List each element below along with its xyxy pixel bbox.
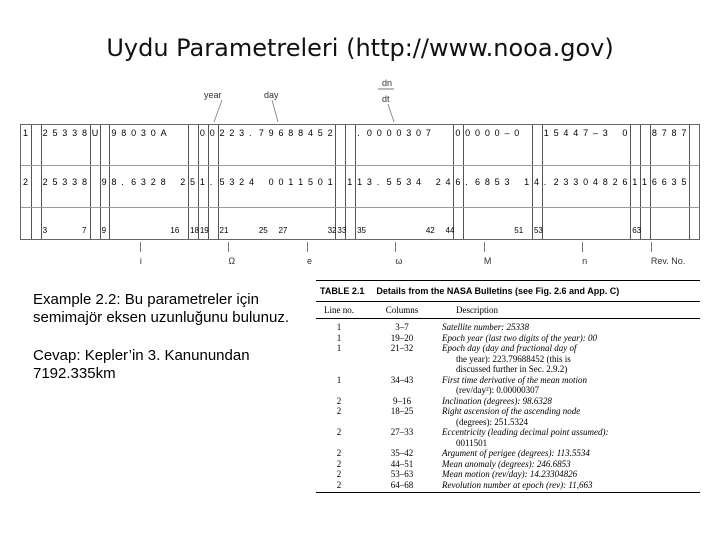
dt-annotation: dt	[382, 94, 390, 104]
grid-separator	[630, 125, 631, 239]
table-row	[316, 427, 700, 448]
row-description-continuation: 0011501	[456, 437, 488, 448]
grid-separator	[689, 125, 690, 239]
tle-line1-char: 7	[583, 128, 589, 138]
tle-line1-char: 6	[278, 128, 284, 138]
tle-line2-char: 4	[445, 177, 451, 187]
table-body	[316, 319, 700, 490]
row-description-text: Right ascension of the ascending node	[442, 406, 581, 416]
grid-rule	[21, 207, 699, 208]
table-row	[316, 396, 700, 407]
table-row	[316, 448, 700, 459]
tle-line2-char: .	[121, 177, 124, 187]
tle-line2-char: 4	[249, 177, 255, 187]
tle-line1-char: –	[592, 128, 598, 138]
tle-line2-char: 1	[199, 177, 205, 187]
row-description-text: Argument of perigee (degrees): 113.5534	[442, 448, 590, 458]
grid-separator	[355, 125, 356, 239]
row-description	[442, 343, 700, 375]
tle-line1-char: 0	[494, 128, 500, 138]
tle-line2-char: 3	[406, 177, 412, 187]
grid-separator	[208, 125, 209, 239]
tle-line2-char: 1	[298, 177, 304, 187]
row-description-continuation: the year): 223.79688452 (this is discussed further in Sec. 2.9.2)	[456, 353, 571, 374]
tle-line2-char: 5	[52, 177, 58, 187]
tle-line1-char: 0	[396, 128, 402, 138]
orbital-element-label: e	[306, 256, 312, 266]
tle-line1-char: .	[249, 128, 252, 138]
year-annotation: year	[204, 90, 222, 100]
tle-line1-char: 2	[219, 128, 225, 138]
label-tick	[651, 242, 652, 252]
tle-line1-char: .	[357, 128, 360, 138]
tle-line2-char: 3	[62, 177, 68, 187]
row-columns: 34–43	[390, 374, 414, 385]
tle-line2-char: 1	[288, 177, 294, 187]
tle-line2-char: 5	[190, 177, 196, 187]
row-description	[442, 480, 700, 491]
label-tick	[307, 242, 308, 252]
grid-separator	[109, 125, 110, 239]
example-question: Example 2.2: Bu parametreler için semimajör eksen uzunluğunu bulunuz.	[33, 291, 289, 326]
tle-line1-char: 7	[661, 128, 667, 138]
tle-line2-char: 6	[475, 177, 481, 187]
row-line-no: 2	[336, 406, 342, 416]
label-tick	[395, 242, 396, 252]
row-description	[442, 448, 700, 459]
tle-line1-char: 0	[475, 128, 481, 138]
row-description	[442, 375, 700, 396]
grid-separator	[90, 125, 91, 239]
row-description	[442, 333, 700, 344]
table-row	[316, 333, 700, 344]
tle-line1-char: 9	[268, 128, 274, 138]
row-line-no: 2	[336, 469, 342, 479]
row-line-no: 2	[336, 395, 342, 406]
tle-column-number: 9	[101, 226, 107, 235]
table-footer-rule	[316, 492, 700, 493]
tle-line2-char: 3	[504, 177, 510, 187]
tle-line2-char: 2	[612, 177, 618, 187]
row-description-text: Revolution number at epoch (rev): 11,663	[442, 479, 593, 490]
tle-line2-char: 4	[533, 177, 539, 187]
tle-line1-char: 4	[573, 128, 579, 138]
tle-line2-char: 3	[229, 177, 235, 187]
grid-rule	[21, 165, 699, 166]
tle-column-number: 33	[337, 226, 347, 235]
row-description-continuation: (degrees): 251.5324	[456, 416, 528, 427]
dn-annotation: dn	[382, 78, 393, 88]
tle-line2-char: 4	[416, 177, 422, 187]
tle-line2-char: 5	[494, 177, 500, 187]
orbital-element-label: n	[582, 256, 588, 266]
tle-line2-char: 0	[268, 177, 274, 187]
tle-line1-char: 3	[602, 128, 608, 138]
tle-column-number: 27	[278, 226, 288, 235]
tle-line1-char: 9	[111, 128, 117, 138]
tle-line2-char: 3	[573, 177, 579, 187]
row-description-text: First time derivative of the mean motion	[442, 374, 587, 385]
tle-line2-char: 2	[180, 177, 186, 187]
tle-line1-char: 1	[543, 128, 549, 138]
orbital-element-label: M	[483, 256, 492, 266]
tle-line2-char: 1	[524, 177, 530, 187]
tle-line2-char: 6	[131, 177, 137, 187]
tle-line2-char: 1	[632, 177, 638, 187]
tle-line1-char: 4	[563, 128, 569, 138]
row-description-text: Mean motion (rev/day): 14.23304826	[442, 469, 578, 479]
tle-line1-char: 2	[42, 128, 48, 138]
tle-line1-char: A	[160, 128, 167, 138]
tle-line1-char: 8	[288, 128, 294, 138]
tle-line2-char: 3	[563, 177, 569, 187]
tle-line2-char: .	[543, 177, 547, 187]
row-columns: 9–16	[393, 395, 411, 406]
tle-line2-char: 5	[386, 177, 392, 187]
grid-separator	[532, 125, 533, 239]
tle-column-number: 25	[258, 226, 268, 235]
grid-separator	[198, 125, 199, 239]
row-description-text: Epoch day (day and fractional day of	[442, 343, 577, 353]
tle-line1-char: 0	[209, 128, 215, 138]
row-line-no: 1	[336, 343, 342, 353]
tle-line2-char: 2	[553, 177, 559, 187]
example-text	[33, 291, 305, 403]
grid-separator	[41, 125, 42, 239]
orbital-element-label: ω	[395, 256, 403, 266]
grid-separator	[463, 125, 464, 239]
table-row	[316, 406, 700, 427]
tle-line1-char: 0	[376, 128, 382, 138]
table-column-headers	[316, 302, 700, 319]
tle-line2-char: 3	[140, 177, 146, 187]
row-description	[442, 406, 700, 427]
tle-line1-char: 5	[553, 128, 559, 138]
orbital-element-label: Rev. No.	[650, 256, 686, 266]
tle-line2-char: .	[209, 177, 213, 187]
tle-line1-char: –	[504, 128, 510, 138]
tle-line1-char: 3	[406, 128, 412, 138]
row-columns: 27–33	[390, 427, 414, 437]
tle-line1-char: 0	[514, 128, 520, 138]
tle-line2-char: 2	[23, 177, 29, 187]
grid-separator	[345, 125, 346, 239]
row-description-text: Satellite number: 25338	[442, 322, 529, 332]
table-caption: Details from the NASA Bulletins (see Fig. 2.6 and App. C)	[376, 286, 620, 296]
tle-line2-char: 4	[592, 177, 598, 187]
header-description: Description	[456, 305, 498, 315]
tle-line1-char: 3	[62, 128, 68, 138]
grid-separator	[640, 125, 641, 239]
tle-line1-char: 0	[484, 128, 490, 138]
tle-line1-char: 7	[681, 128, 687, 138]
tle-line1-char: 0	[150, 128, 156, 138]
page-title: Uydu Parametreleri (http://www.nooa.gov)	[106, 34, 614, 62]
tle-column-number: 19	[199, 226, 209, 235]
table-row	[316, 469, 700, 480]
day-annotation: day	[264, 90, 279, 100]
tle-grid	[20, 124, 700, 240]
tle-line2-char: 1	[642, 177, 648, 187]
tle-line1-char: 0	[622, 128, 628, 138]
tle-line1-char: 5	[52, 128, 58, 138]
tle-line2-char: 5	[681, 177, 687, 187]
tle-line2-char: 1	[357, 177, 363, 187]
tle-column-number: 21	[219, 226, 229, 235]
label-tick	[582, 242, 583, 252]
row-line-no: 2	[336, 458, 342, 469]
tle-line2-char: 6	[651, 177, 657, 187]
tle-line1-char: 8	[298, 128, 304, 138]
nasa-bulletin-table	[316, 280, 700, 493]
tle-line2-char: 5	[219, 177, 225, 187]
orbital-element-label: Ω	[228, 256, 236, 266]
row-description	[442, 469, 700, 480]
tle-line1-char: 8	[671, 128, 677, 138]
row-columns: 44–51	[390, 458, 414, 469]
row-line-no: 2	[336, 448, 342, 458]
tle-line1-char: U	[91, 128, 99, 138]
row-columns: 35–42	[390, 448, 414, 458]
row-description-text: Eccentricity (leading decimal point assumed):	[442, 427, 609, 437]
tle-line1-char: 3	[72, 128, 78, 138]
tle-column-number: 16	[170, 226, 180, 235]
tle-column-number: 63	[632, 226, 642, 235]
row-description-continuation: (rev/day²): 0.00000307	[456, 385, 540, 395]
row-columns: 19–20	[390, 332, 414, 343]
tle-line2-char: 3	[671, 177, 677, 187]
tle-line2-char: 5	[396, 177, 402, 187]
table-row	[316, 343, 700, 375]
tle-line2-char: 6	[455, 177, 461, 187]
tle-line1-char: 5	[317, 128, 323, 138]
tle-line1-char: 0	[199, 128, 205, 138]
tle-column-number: 35	[357, 226, 366, 235]
row-line-no: 1	[336, 322, 342, 332]
tle-column-number: 44	[445, 226, 455, 235]
tle-line2-char: 0	[317, 177, 323, 187]
tle-line1-char: 8	[651, 128, 657, 138]
row-columns: 18–25	[390, 406, 414, 416]
row-columns: 53–63	[390, 469, 414, 479]
tle-line2-char: 0	[583, 177, 589, 187]
row-description-text: Epoch year (last two digits of the year): 00	[442, 332, 597, 343]
tle-line2-char: 1	[347, 177, 353, 187]
table-row	[316, 480, 700, 491]
tle-line1-char: 1	[23, 128, 29, 138]
table-number: TABLE 2.1	[320, 286, 365, 296]
tle-line1-char: 2	[327, 128, 333, 138]
row-description-text: Mean anomaly (degrees): 246.6853	[442, 458, 571, 469]
tle-line1-char: 4	[307, 128, 313, 138]
tle-line2-char: 2	[150, 177, 156, 187]
tle-line2-char: 3	[366, 177, 372, 187]
tle-line2-char: 2	[435, 177, 441, 187]
tle-line2-char: .	[465, 177, 468, 187]
tle-line1-char: 0	[455, 128, 461, 138]
tle-line2-char: 2	[239, 177, 245, 187]
tle-line2-char: 8	[160, 177, 166, 187]
example-answer: Cevap: Kepler’in 3. Kanunundan 7192.335km	[33, 347, 250, 382]
tle-column-number: 51	[514, 226, 524, 235]
label-tick	[140, 242, 141, 252]
tle-line1-char: 2	[229, 128, 235, 138]
tle-line2-char: 8	[484, 177, 490, 187]
table-row	[316, 322, 700, 333]
grid-separator	[100, 125, 101, 239]
grid-separator	[31, 125, 32, 239]
row-description-text: Inclination (degrees): 98.6328	[442, 395, 552, 406]
tle-line2-char: 2	[42, 177, 48, 187]
row-line-no: 1	[336, 332, 342, 343]
row-columns: 21–32	[390, 343, 414, 353]
tle-line1-char: 0	[416, 128, 422, 138]
label-tick	[228, 242, 229, 252]
grid-separator	[218, 125, 219, 239]
grid-separator	[335, 125, 336, 239]
table-row	[316, 375, 700, 396]
grid-separator	[650, 125, 651, 239]
tle-line2-char: 8	[111, 177, 117, 187]
tle-line1-char: 3	[239, 128, 245, 138]
table-row	[316, 459, 700, 470]
tle-line1-char: 7	[258, 128, 264, 138]
header-columns: Columns	[385, 305, 419, 315]
table-header	[316, 280, 700, 302]
tle-line1-char: 0	[366, 128, 372, 138]
tle-line1-char: 3	[140, 128, 146, 138]
tle-line2-char: 9	[101, 177, 107, 187]
tle-line2-char: 3	[72, 177, 78, 187]
row-columns: 64–68	[390, 479, 414, 490]
tle-column-number: 3	[42, 226, 48, 235]
tle-column-number: 7	[81, 226, 87, 235]
tle-line2-char: 6	[622, 177, 628, 187]
grid-separator	[453, 125, 454, 239]
tle-column-number: 32	[327, 226, 337, 235]
header-line-no: Line no.	[324, 305, 354, 315]
tle-line2-char: 8	[602, 177, 608, 187]
tle-line2-char: 8	[81, 177, 87, 187]
tle-line2-char: 5	[307, 177, 313, 187]
grid-separator	[188, 125, 189, 239]
tle-line2-char: 1	[327, 177, 333, 187]
grid-separator	[542, 125, 543, 239]
tle-line1-char: 7	[425, 128, 431, 138]
tle-line2-char: .	[376, 177, 380, 187]
tle-line1-char: 8	[121, 128, 127, 138]
row-line-no: 2	[336, 479, 342, 490]
row-line-no: 2	[336, 427, 342, 437]
tle-line1-char: 0	[465, 128, 471, 138]
tle-line1-char: 8	[81, 128, 87, 138]
tle-line2-char: 0	[278, 177, 284, 187]
row-description	[442, 459, 700, 470]
row-description	[442, 427, 700, 448]
tle-column-number: 53	[533, 226, 543, 235]
tle-line1-char: 0	[386, 128, 392, 138]
tle-line2-char: 6	[661, 177, 667, 187]
row-description	[442, 396, 700, 407]
orbital-element-label: i	[139, 256, 142, 266]
tle-column-number: 18	[190, 226, 199, 235]
tle-column-number: 42	[425, 226, 435, 235]
row-columns: 3–7	[395, 322, 409, 332]
label-tick	[484, 242, 485, 252]
row-line-no: 1	[336, 374, 342, 385]
tle-line1-char: 0	[131, 128, 137, 138]
row-description	[442, 322, 700, 333]
